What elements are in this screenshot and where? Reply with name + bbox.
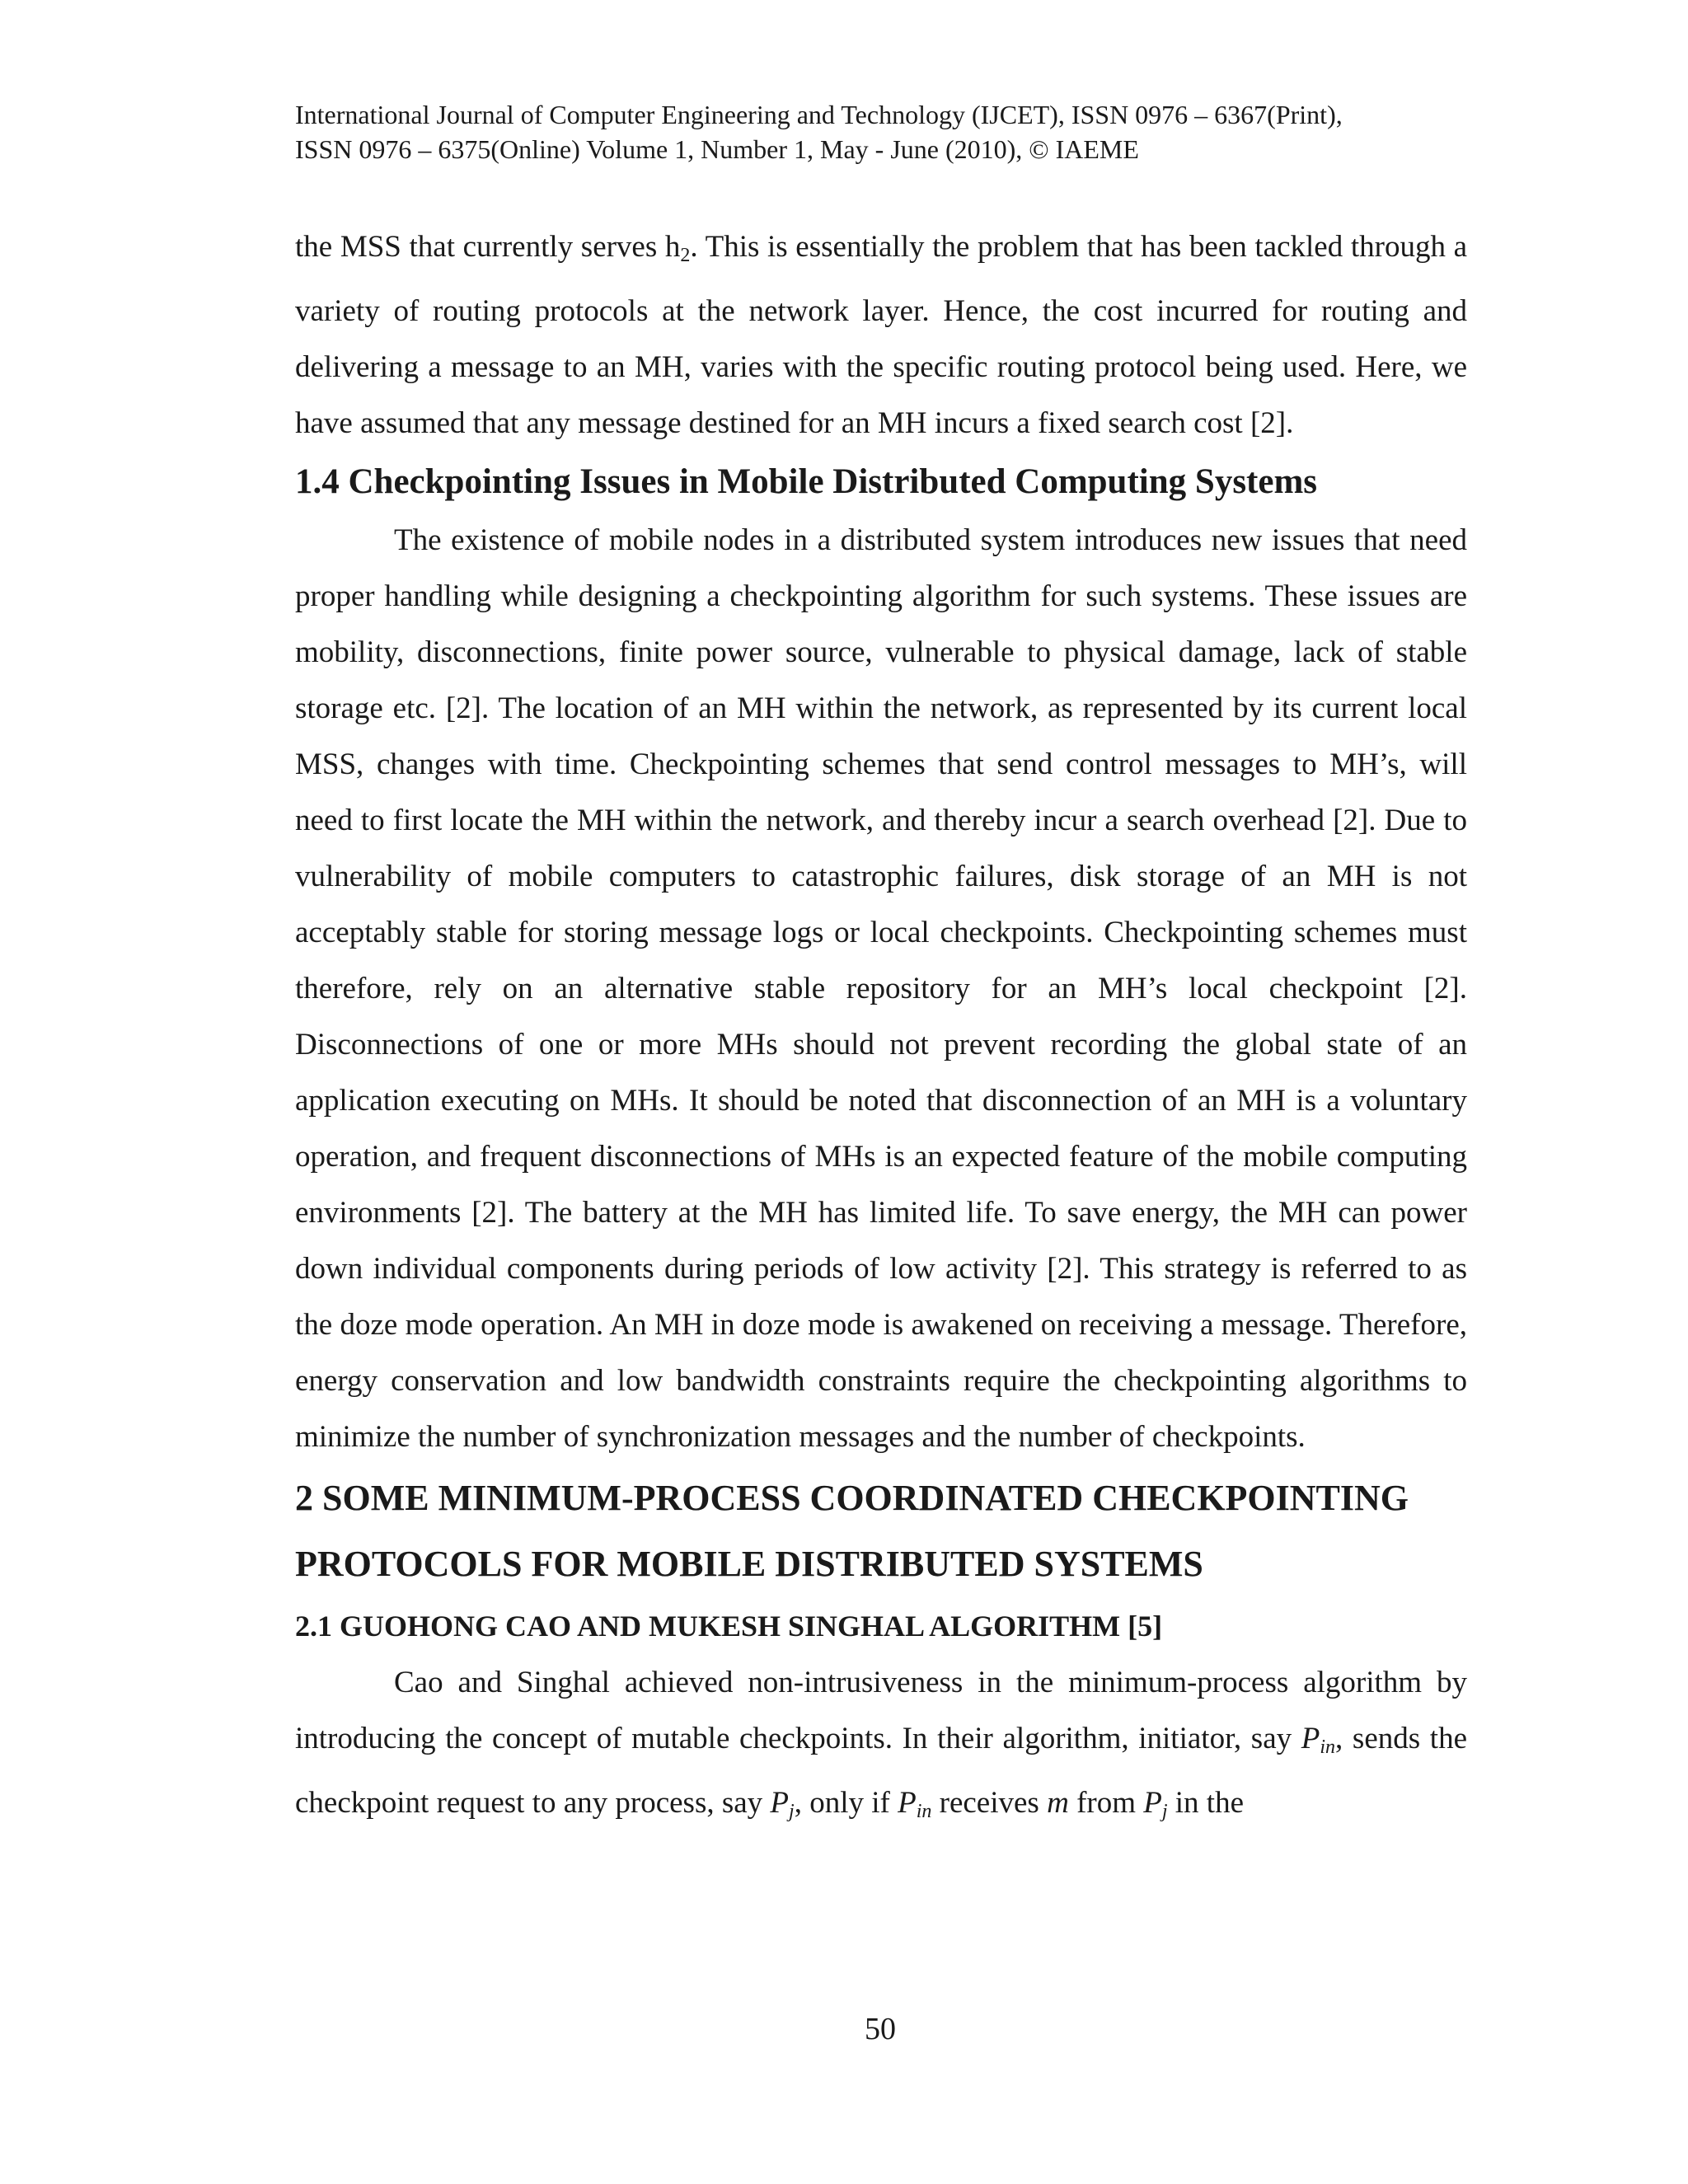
section-2-heading-line-1: 2 SOME MINIMUM-PROCESS COORDINATED CHECKPOINTING <box>295 1478 1409 1518</box>
var-p-in-2: $P_{in}$ <box>898 1786 932 1822</box>
var-p-j: $P_j$ <box>770 1786 795 1822</box>
var-m: m <box>1047 1786 1069 1820</box>
page-number: 50 <box>865 2012 896 2046</box>
header-line-1: International Journal of Computer Engineering and Technology (IJCET), ISSN 0976 – 6367(Print), <box>295 100 1343 129</box>
intro-paragraph <box>295 219 1467 452</box>
running-header <box>295 97 1490 166</box>
s21-text-6: in the <box>1167 1786 1245 1820</box>
section-2-heading-line-2: PROTOCOLS FOR MOBILE DISTRIBUTED SYSTEMS <box>295 1544 1203 1584</box>
s21-text-3: , only if <box>794 1786 898 1820</box>
intro-subscript: 2 <box>680 245 691 266</box>
body-content <box>295 219 1467 1840</box>
s21-text-4: receives <box>931 1786 1048 1820</box>
var-p-j-2: $P_j$ <box>1143 1786 1168 1822</box>
header-line-2: ISSN 0976 – 6375(Online) Volume 1, Number 1, May - June (2010), © IAEME <box>295 134 1139 164</box>
section-2-1-paragraph <box>295 1655 1467 1840</box>
s21-text-5: from <box>1068 1786 1144 1820</box>
s21-text-2: , sends the checkpoint request to any process, say <box>295 1722 1467 1820</box>
var-p-in: $P_{in}$ <box>1301 1722 1336 1758</box>
s21-text-1: Cao and Singhal achieved non-intrusiveness in the minimum-process algorithm by introducing the concept of mutable checkpoints. In their algorithm, initiator, say <box>295 1666 1467 1755</box>
section-1-4-paragraph: The existence of mobile nodes in a distributed system introduces new issues that need proper handling while designing a checkpointing algorithm for such systems. These issues are mobility, disconnections, finite power source, vulnerable to physical damage, lack of stable storage etc. [2]. The location of an MH within the network, as represented by its current local MSS, changes with time. Checkpointing schemes that send control messages to MH’s, will need to first locate the MH within the network, and thereby incur a search overhead [2]. Due to vulnerability of mobile computers to catastrophic failures, disk storage of an MH is not acceptably stable for storing message logs or local checkpoints. Checkpointing schemes must therefore, rely on an alternative stable repository for an MH’s local checkpoint [2]. Disconnections of one or more MHs should not prevent recording the global state of an application executing on MHs. It should be noted that disconnection of an MH is a voluntary operation, and frequent disconnections of MHs is an expected feature of the mobile computing environments [2]. The battery at the MH has limited life. To save energy, the MH can power down individual components during periods of low activity [2]. This strategy is referred to as the doze mode operation. An MH in doze mode is awakened on receiving a message. Therefore, energy conservation and low bandwidth constraints require the checkpointing algorithms to minimize the number of synchronization messages and the number of checkpoints. <box>295 523 1467 1454</box>
section-2-1-heading: 2.1 GUOHONG CAO AND MUKESH SINGHAL ALGORITHM [5] <box>295 1610 1163 1643</box>
section-2-heading <box>295 1465 1467 1597</box>
intro-text-part-2: . This is essentially the problem that has been tackled through a variety of routing protocols at the network layer. Hence, the cost incurred for routing and delivering a message to an MH, varies with the specific routing protocol being used. Here, we have assumed that any message destined for an MH incurs a fixed search cost [2]. <box>295 230 1468 440</box>
section-1-4-heading: 1.4 Checkpointing Issues in Mobile Distributed Computing Systems <box>295 462 1318 501</box>
intro-text-part-1: the MSS that currently serves h <box>295 230 681 264</box>
